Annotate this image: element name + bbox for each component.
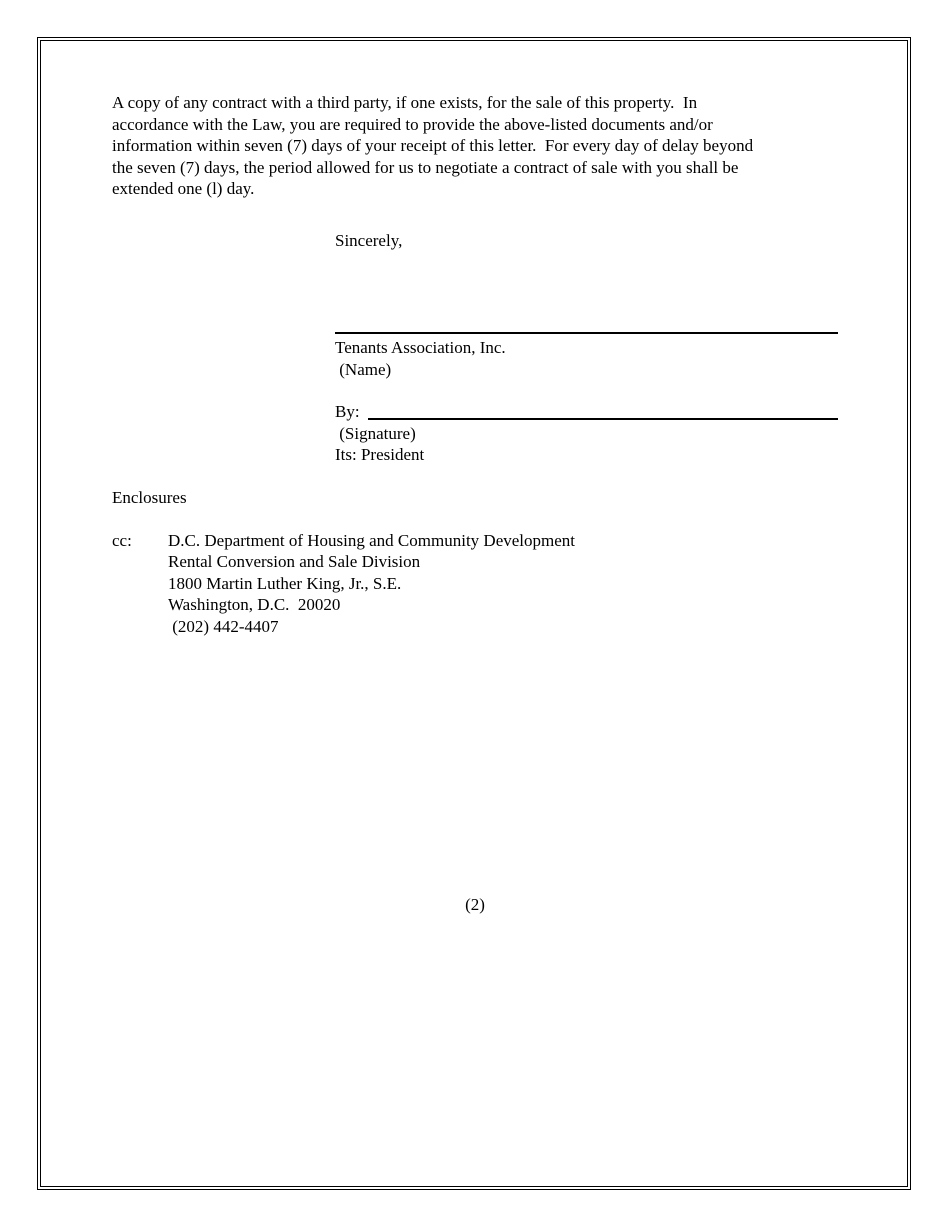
paragraph-line: A copy of any contract with a third party, if one exists, for the sale of this property. In bbox=[112, 93, 698, 112]
paragraph-line: accordance with the Law, you are required to provide the above-listed documents and/or bbox=[112, 114, 713, 134]
cc-line: D.C. Department of Housing and Community Development bbox=[168, 531, 575, 550]
paragraph-line: the seven (7) days, the period allowed for us to negotiate a contract of sale with you shall be bbox=[112, 157, 739, 177]
name-signature-line bbox=[335, 332, 838, 334]
cc-line: Rental Conversion and Sale Division bbox=[168, 552, 421, 571]
organization-name: Tenants Association, Inc. bbox=[335, 338, 506, 357]
name-caption: (Name) bbox=[335, 360, 392, 379]
cc-line: (202) 442-4407 bbox=[168, 617, 279, 636]
cc-line: 1800 Martin Luther King, Jr., S.E. bbox=[168, 574, 402, 593]
cc-line: Washington, D.C. 20020 bbox=[168, 595, 341, 614]
enclosures-label: Enclosures bbox=[112, 488, 187, 507]
body-paragraph bbox=[112, 92, 832, 200]
by-label: By: bbox=[335, 402, 360, 421]
closing-salutation: Sincerely, bbox=[335, 231, 403, 250]
cc-label: cc: bbox=[112, 531, 132, 550]
paragraph-line: information within seven (7) days of your receipt of this letter. For every day of delay beyond bbox=[112, 136, 754, 155]
by-signature-line bbox=[368, 418, 838, 420]
page-number: (2) bbox=[465, 895, 485, 914]
signer-title: Its: President bbox=[335, 445, 425, 464]
signature-caption: (Signature) bbox=[335, 424, 416, 443]
paragraph-line: extended one (l) day. bbox=[112, 179, 255, 198]
